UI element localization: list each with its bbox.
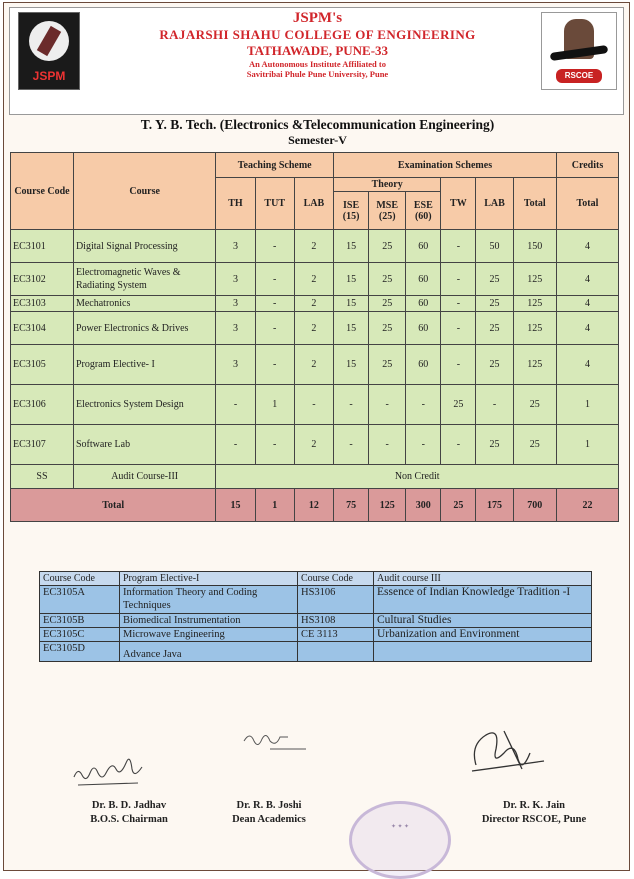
th-cell: 3 [216,312,255,345]
mse-cell: - [369,425,406,465]
credits-cell: 4 [556,263,618,296]
ise-cell: 15 [334,312,369,345]
total-cell: 150 [513,230,556,263]
lab-cell: 2 [294,230,333,263]
audit-code-cell [298,642,374,662]
tut-total-cell: 1 [255,489,294,522]
audit-name-cell: Audit Course-III [73,465,215,489]
college-seal-icon: ✦ ✦ ✦ [349,801,451,879]
table-row [11,263,619,296]
total-cell: 125 [513,312,556,345]
jspm-emblem-icon [29,21,69,61]
elective-code-cell: EC3105D [40,642,120,662]
course-code-cell: EC3101 [11,230,74,263]
audit-code-cell: HS3106 [298,586,374,614]
table-row [11,296,619,312]
elective-name-cell: Microwave Engineering [120,628,298,642]
total-cell: 25 [513,385,556,425]
course-name-cell: Software Lab [73,425,215,465]
tut-cell: - [255,296,294,312]
signatory-title: B.O.S. Chairman [90,814,168,825]
affiliation-line: An Autonomous Institute Affiliated to [249,59,386,69]
ese-total-cell: 300 [406,489,441,522]
tw-cell: - [441,263,476,296]
elective-header-row [40,572,592,586]
table-row [40,628,592,642]
table-row [40,614,592,628]
th-cell: 3 [216,230,255,263]
lab-cell: 2 [294,296,333,312]
course-name-cell: Mechatronics [73,296,215,312]
lab-total-cell: 12 [294,489,333,522]
ese-cell: 60 [406,312,441,345]
header-total-credits: Total [556,178,618,230]
elective-header-code: Course Code [40,572,120,586]
tw-cell: - [441,296,476,312]
jspm-logo [18,12,80,90]
ese-cell: 60 [406,296,441,312]
th-cell: 3 [216,345,255,385]
credits-cell: 1 [556,425,618,465]
header-credits: Credits [556,153,618,178]
mse-cell: 25 [369,345,406,385]
th-cell: 3 [216,296,255,312]
tw-total-cell: 25 [441,489,476,522]
table-row [11,385,619,425]
th-cell: - [216,425,255,465]
total-label-cell: Total [11,489,216,522]
tw-cell: - [441,230,476,263]
elective-header-audit: Audit course III [374,572,592,586]
course-code-cell: EC3105 [11,345,74,385]
header-exam-schemes: Examination Schemes [334,153,557,178]
elective-table [39,571,592,662]
audit-name-cell [374,642,592,662]
table-row [40,642,592,662]
table-row [40,586,592,614]
header-teaching-scheme: Teaching Scheme [216,153,334,178]
exam-lab-cell: 25 [476,263,513,296]
signature-jadhav-icon [68,755,178,791]
lab-cell: 2 [294,345,333,385]
credits-cell: 4 [556,230,618,263]
exam-lab-cell: 25 [476,345,513,385]
total-cell: 125 [513,296,556,312]
header-th: TH [216,178,255,230]
org-name: JSPM's [292,10,343,26]
college-location: TATHAWADE, PUNE-33 [246,43,389,58]
mse-cell: 25 [369,263,406,296]
mse-cell: 25 [369,230,406,263]
signatory-name: Dr. B. D. Jadhav [91,800,167,811]
audit-code-cell: SS [11,465,74,489]
scheme-table [10,152,619,522]
header-total: Total [513,178,556,230]
header-lab: LAB [294,178,333,230]
ise-cell: - [334,385,369,425]
rscoe-logo-text: RSCOE [556,69,602,83]
signatory-title: Director RSCOE, Pune [481,814,587,825]
elective-code-cell: EC3105B [40,614,120,628]
mse-cell: - [369,385,406,425]
ese-cell: 60 [406,230,441,263]
course-code-cell: EC3104 [11,312,74,345]
th-total-cell: 15 [216,489,255,522]
total-row [11,489,619,522]
exam-lab-cell: 25 [476,312,513,345]
header-tut: TUT [255,178,294,230]
ise-cell: 15 [334,230,369,263]
ise-cell: 15 [334,263,369,296]
tut-cell: - [255,425,294,465]
lab-cell: 2 [294,425,333,465]
lab-cell: - [294,385,333,425]
credits-total-cell: 22 [556,489,618,522]
signature-joshi-icon [240,725,312,755]
signature-block-3 [454,799,614,827]
audit-code-cell: HS3108 [298,614,374,628]
credits-cell: 4 [556,296,618,312]
program-title: T. Y. B. Tech. (Electronics &Telecommunication Engineering) [140,117,495,132]
mse-total-cell: 125 [369,489,406,522]
th-cell: 3 [216,263,255,296]
ese-cell: - [406,385,441,425]
header-course: Course [73,153,215,230]
header-mse: MSE (25) [369,192,406,230]
audit-name-cell: Essence of Indian Knowledge Tradition -I [374,586,592,614]
credits-cell: 4 [556,345,618,385]
audit-code-cell: CE 3113 [298,628,374,642]
tut-cell: - [255,263,294,296]
header-tw: TW [441,178,476,230]
table-row [11,230,619,263]
college-header [90,10,545,79]
tw-cell: 25 [441,385,476,425]
elective-code-cell: EC3105C [40,628,120,642]
grand-total-cell: 700 [513,489,556,522]
table-row [11,345,619,385]
credits-cell: 4 [556,312,618,345]
course-name-cell: Digital Signal Processing [73,230,215,263]
course-name-cell: Electronics System Design [73,385,215,425]
header-theory: Theory [334,178,441,192]
mse-cell: 25 [369,312,406,345]
elective-name-cell: Biomedical Instrumentation [120,614,298,628]
lab-cell: 2 [294,312,333,345]
ise-cell: 15 [334,296,369,312]
signature-jain-icon [464,721,554,785]
exam-lab-cell: 25 [476,425,513,465]
credits-cell: 1 [556,385,618,425]
ese-cell: - [406,425,441,465]
total-cell: 125 [513,263,556,296]
elective-code-cell: EC3105A [40,586,120,614]
exam-lab-cell: 25 [476,296,513,312]
total-cell: 25 [513,425,556,465]
signatory-title: Dean Academics [232,814,306,825]
rscoe-logo [541,12,617,90]
mse-cell: 25 [369,296,406,312]
audit-name-cell: Cultural Studies [374,614,592,628]
signature-block-2 [204,799,334,827]
ese-cell: 60 [406,263,441,296]
signature-block-1 [59,799,199,827]
course-name-cell: Electromagnetic Waves & Radiating System [73,263,215,296]
course-code-cell: EC3102 [11,263,74,296]
ise-total-cell: 75 [334,489,369,522]
jspm-logo-text: JSPM [32,69,66,83]
document-page [3,2,630,871]
total-cell: 125 [513,345,556,385]
tw-cell: - [441,312,476,345]
course-code-cell: EC3103 [11,296,74,312]
exam-lab-cell: - [476,385,513,425]
header-ise: ISE (15) [334,192,369,230]
university-line: Savitribai Phule Pune University, Pune [246,69,389,79]
elective-name-cell: Information Theory and Coding Techniques [120,586,298,614]
course-code-cell: EC3106 [11,385,74,425]
header-exam-lab: LAB [476,178,513,230]
tw-cell: - [441,345,476,385]
table-row [11,425,619,465]
tut-cell: - [255,345,294,385]
course-code-cell: EC3107 [11,425,74,465]
ise-cell: - [334,425,369,465]
exam-lab-cell: 50 [476,230,513,263]
header-course-code: Course Code [11,153,74,230]
table-row [11,312,619,345]
th-cell: - [216,385,255,425]
ise-cell: 15 [334,345,369,385]
tut-cell: 1 [255,385,294,425]
lab-cell: 2 [294,263,333,296]
header-ese: ESE (60) [406,192,441,230]
semester-title: Semester-V [288,133,347,147]
tut-cell: - [255,230,294,263]
ese-cell: 60 [406,345,441,385]
elective-header-program: Program Elective-I [120,572,298,586]
tut-cell: - [255,312,294,345]
signatory-name: Dr. R. B. Joshi [236,800,302,811]
audit-row [11,465,619,489]
elective-name-cell: Advance Java [120,642,298,662]
elective-header-code-2: Course Code [298,572,374,586]
course-name-cell: Power Electronics & Drives [73,312,215,345]
signatory-name: Dr. R. K. Jain [502,800,566,811]
college-name: RAJARSHI SHAHU COLLEGE OF ENGINEERING [159,27,476,42]
exam-lab-total-cell: 175 [476,489,513,522]
tw-cell: - [441,425,476,465]
non-credit-cell: Non Credit [216,465,619,489]
audit-name-cell: Urbanization and Environment [374,628,592,642]
header-box [9,7,624,115]
course-name-cell: Program Elective- I [73,345,215,385]
